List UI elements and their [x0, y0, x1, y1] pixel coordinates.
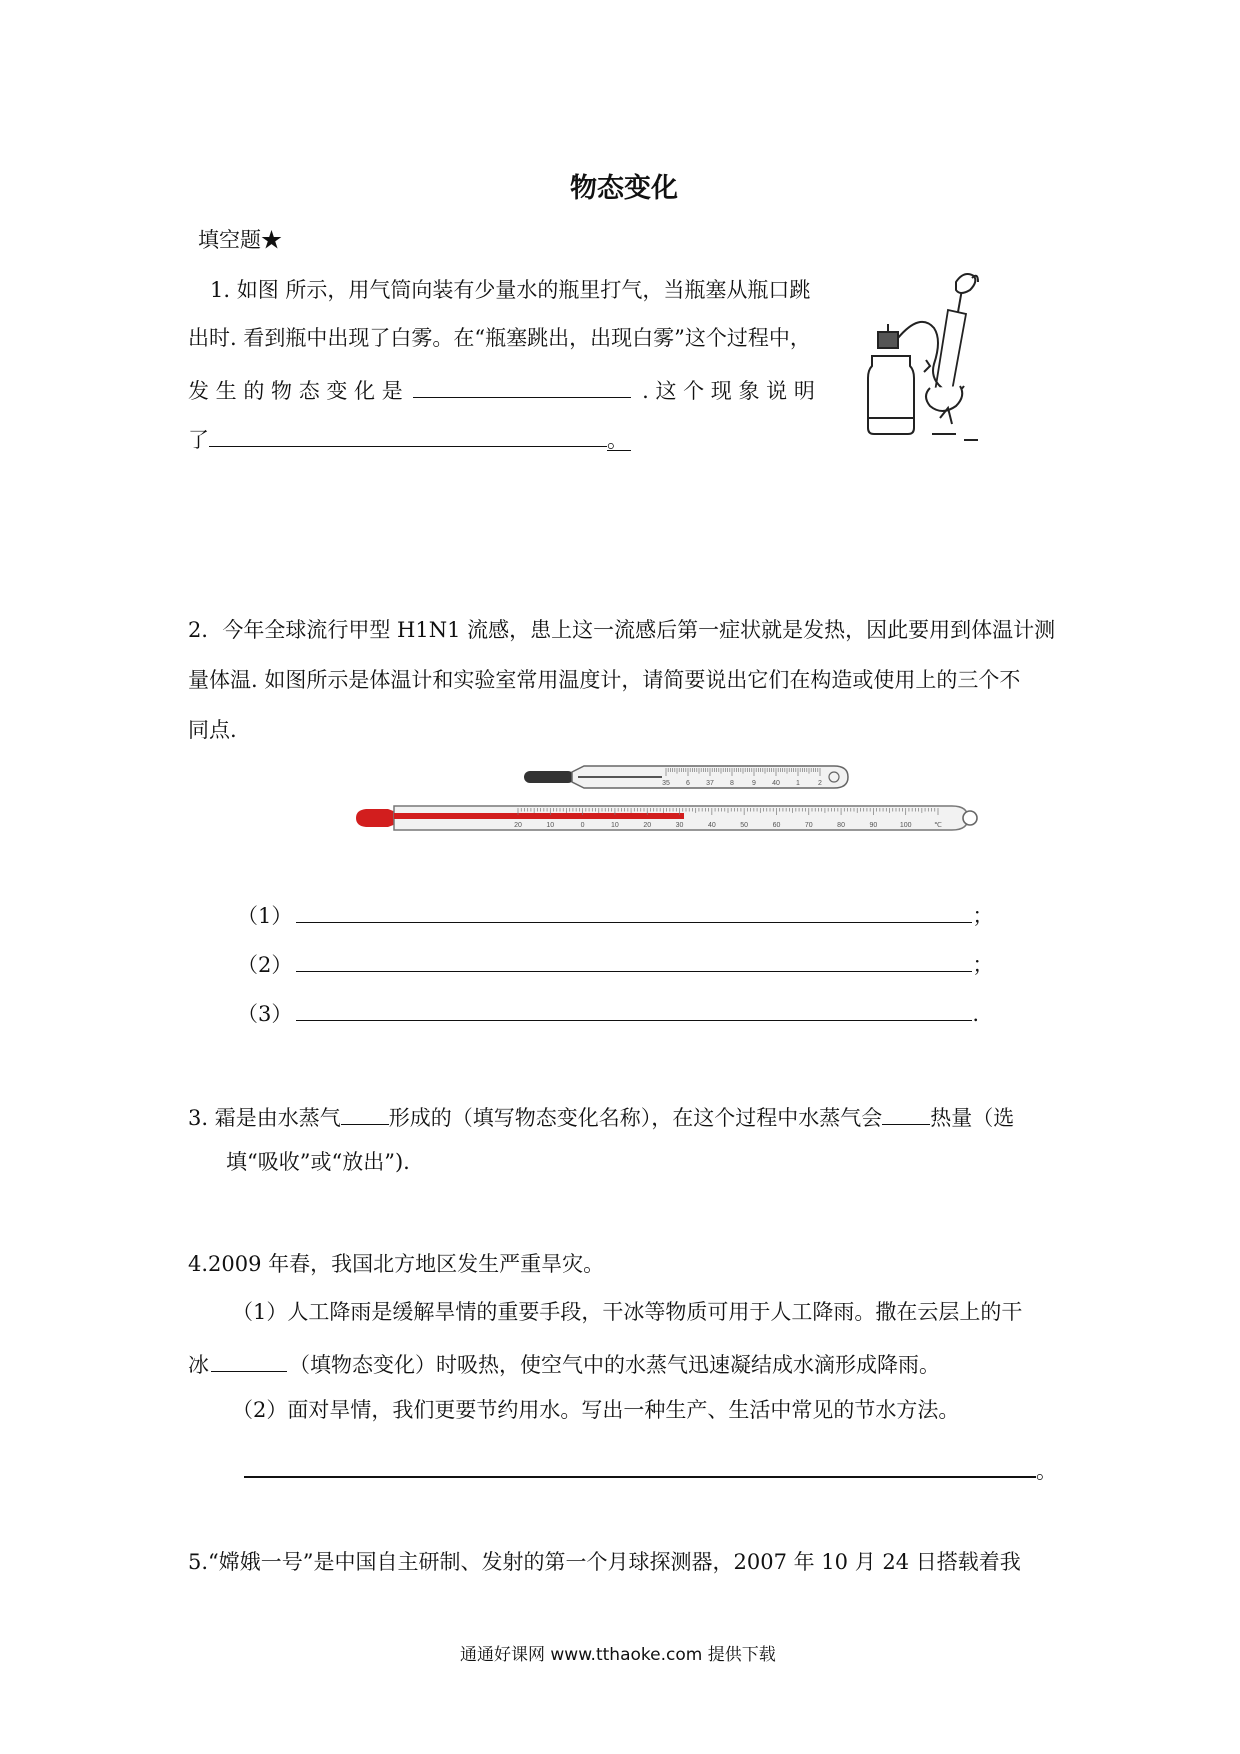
- q1-answer-blank-2[interactable]: [209, 426, 607, 447]
- lab-scale-tick-label: 10: [546, 822, 555, 829]
- lab-scale-tick-label: 80: [837, 822, 845, 829]
- q2-blank-label-3: （3）: [237, 1002, 293, 1026]
- q3-line-1: [188, 1104, 1014, 1129]
- q4-line-3-start: 冰: [188, 1353, 209, 1377]
- q2-line-3: 同点.: [188, 718, 237, 742]
- q4-answer-blank-2[interactable]: [244, 1456, 1036, 1478]
- q4-line-3: [188, 1351, 940, 1376]
- section-heading: 填空题★: [198, 228, 282, 252]
- q2-answer-blank-1[interactable]: [296, 902, 972, 923]
- q2-blank-end-3: .: [972, 1002, 980, 1026]
- q2-blank-end-1: ；: [972, 904, 994, 928]
- q4-line-2: （1）人工降雨是缓解旱情的重要手段，干冰等物质可用于人工降雨。撒在云层上的干: [232, 1300, 1023, 1324]
- lab-scale-tick-label: ℃: [934, 822, 942, 829]
- clinical-scale-tick-label: 35: [662, 780, 670, 787]
- lab-scale-tick-label: 60: [772, 822, 781, 829]
- page-title: 物态变化: [570, 173, 678, 204]
- clinical-thermometer: [522, 762, 852, 792]
- q4-line-1: 4.2009 年春，我国北方地区发生严重旱灾。: [188, 1252, 605, 1276]
- clinical-bulb: [524, 771, 574, 783]
- clinical-scale-tick-label: 40: [772, 780, 780, 787]
- q5-line-1: 5.“嫦娥一号”是中国自主研制、发射的第一个月球探测器，2007 年 10 月 24 日搭载着我: [188, 1550, 1021, 1574]
- q3-answer-blank-2[interactable]: [882, 1104, 930, 1125]
- q4-line-3-end: （填物态变化）时吸热，使空气中的水蒸气迅速凝结成水滴形成降雨。: [289, 1353, 940, 1377]
- q1-line-4: [188, 426, 631, 451]
- q4-line-4: （2）面对旱情，我们更要节约用水。写出一种生产、生活中常见的节水方法。: [232, 1398, 960, 1422]
- q4-answer-blank-1[interactable]: [211, 1351, 287, 1372]
- clinical-scale-tick-label: 37: [706, 780, 714, 787]
- q1-line-3-end: . 这 个 现 象 说 明: [642, 379, 815, 403]
- q2-line-1: 2．今年全球流行甲型 H1N1 流感，患上这一流感后第一症状就是发热，因此要用到体温计测: [188, 618, 1056, 642]
- clinical-scale-tick-label: 9: [752, 780, 756, 787]
- lab-scale-tick-label: 10: [611, 822, 619, 829]
- clinical-scale-tick-label: 8: [730, 780, 734, 787]
- pump-bottle-illustration: [860, 268, 980, 446]
- q2-answer-blank-2[interactable]: [296, 951, 972, 972]
- q1-line-3-start: 发 生 的 物 态 变 化 是: [188, 379, 403, 403]
- lab-liquid-column: [394, 813, 684, 819]
- q3-answer-blank-1[interactable]: [341, 1104, 389, 1125]
- page-footer: 通通好课网 www.tthaoke.com 提供下载: [460, 1645, 776, 1665]
- lab-scale-tick-label: 20: [643, 822, 652, 829]
- q2-blank-row-3: [237, 1000, 979, 1025]
- q3-line-1-start: 3. 霜是由水蒸气: [188, 1106, 341, 1130]
- q1-line-1: 1. 如图 所示，用气筒向装有少量水的瓶里打气，当瓶塞从瓶口跳: [210, 278, 811, 302]
- lab-scale-tick-label: 20: [514, 822, 522, 829]
- lab-scale-tick-label: 100: [899, 822, 912, 829]
- q3-line-1-end: 热量（选: [930, 1106, 1015, 1130]
- q2-answer-blank-3[interactable]: [296, 1000, 972, 1021]
- lab-scale-tick-label: 0: [580, 822, 585, 829]
- lab-bulb: [356, 809, 396, 827]
- clinical-scale-tick-label: 6: [686, 780, 690, 787]
- lab-thermometer: [352, 800, 982, 836]
- q1-line-3: [188, 377, 815, 402]
- q2-blank-row-2: [237, 951, 993, 976]
- q2-blank-label-1: （1）: [237, 904, 293, 928]
- lab-scale-tick-label: 90: [869, 822, 878, 829]
- q1-line-2: 出时. 看到瓶中出现了白雾。在“瓶塞跳出，出现白雾”这个过程中，: [188, 326, 811, 350]
- lab-scale-tick-label: 50: [740, 822, 749, 829]
- q4-line-5-end: 。: [1036, 1459, 1057, 1483]
- q2-line-2: 量体温. 如图所示是体温计和实验室常用温度计，请简要说出它们在构造或使用上的三个不: [188, 668, 1021, 692]
- q2-blank-row-1: [237, 902, 993, 927]
- q3-line-1-middle: 形成的（填写物态变化名称），在这个过程中水蒸气会: [388, 1106, 883, 1130]
- q2-blank-label-2: （2）: [237, 953, 293, 977]
- q3-line-2: 填“吸收”或“放出”).: [226, 1150, 410, 1174]
- q4-line-5: [244, 1456, 1057, 1482]
- q1-line-4-start: 了: [188, 428, 209, 452]
- clinical-scale-tick-label: 1: [796, 780, 800, 787]
- lab-scale-tick-label: 70: [804, 822, 813, 829]
- lab-scale-tick-label: 30: [675, 822, 684, 829]
- q1-answer-blank-1[interactable]: [413, 377, 631, 398]
- clinical-scale-tick-label: 2: [818, 780, 822, 787]
- lab-scale-tick-label: 40: [707, 822, 716, 829]
- q1-line-4-end: 。: [607, 430, 631, 451]
- q2-blank-end-2: ；: [972, 953, 994, 977]
